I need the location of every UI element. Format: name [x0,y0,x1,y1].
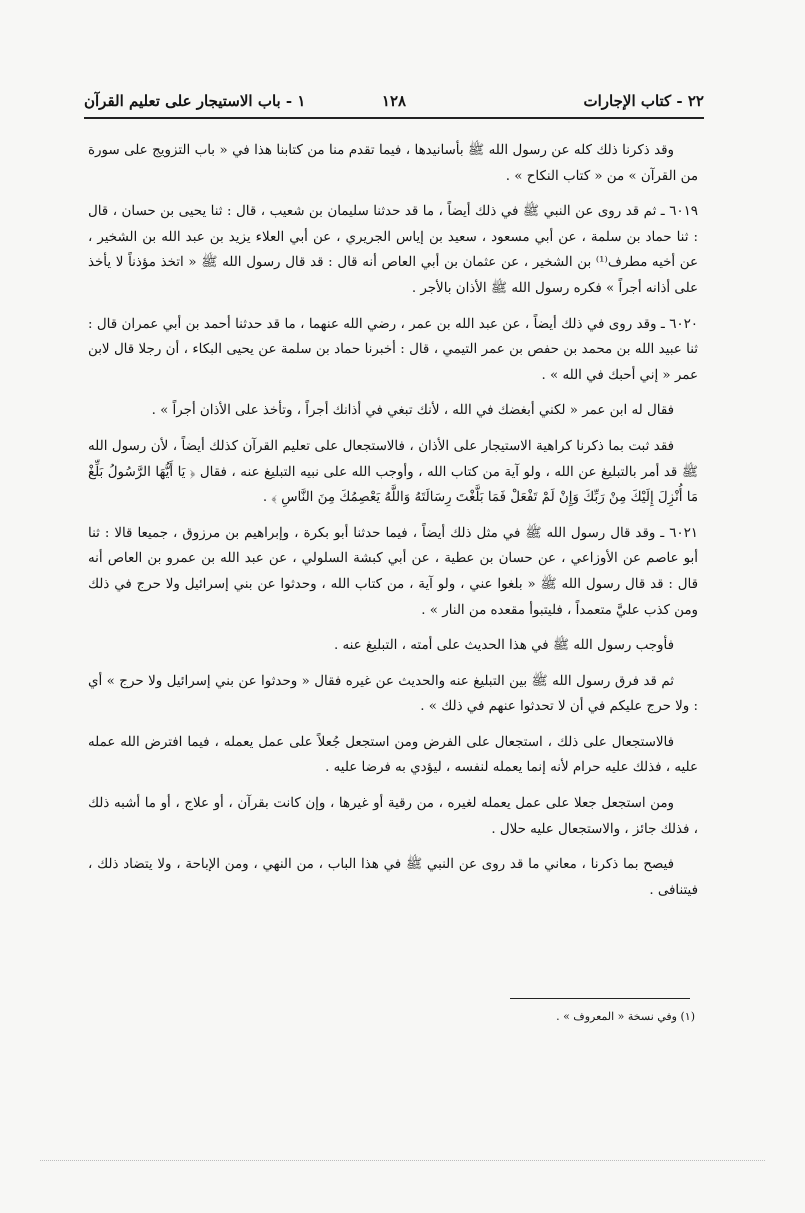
paragraph: ثم قد فرق رسول الله ﷺ بين التبليغ عنه والحديث عن غيره فقال « وحدثوا عن بني إسرائيل ولا حرج » أي : ولا حرج عليكم في أن لا تحدثوا عنهم في ذلك » . [88,673,698,715]
hadith-6020: ٦٠٢٠ ـ وقد روى في ذلك أيضاً ، عن عبد الله بن عمر ، رضي الله عنهما ، ما قد حدثنا أحمد بن أبي عمران قال : ثنا عبيد الله بن محمد بن حفص بن عمر التيمي ، قال : أخبرنا حماد بن سلمة عن يحيى البكاء ، أن رجلا قال لابن عمر « إني أحبك في الله » . [88,316,698,383]
footnote: (١) وفي نسخة « المعروف » . [556,1010,695,1023]
main-text [88,138,698,913]
page-number: ١٢٨ [381,92,407,110]
scan-edge-dots [40,1160,765,1161]
paragraph: وقد ذكرنا ذلك كله عن رسول الله ﷺ بأسانيدها ، فيما تقدم منا من كتابنا هذا في « باب التزويج على سورة من القرآن » من « كتاب النكاح » . [88,143,698,184]
paragraph: ومن استجعل جعلا على عمل يعمله لغيره ، من رقية أو غيرها ، وإن كانت بقرآن ، أو علاج ، أو ما أشبه ذلك ، فذلك جائز ، والاستجعال عليه حلال . [88,796,698,837]
section-title: ١ - باب الاستيجار على تعليم القرآن [84,92,306,110]
paragraph: فقال له ابن عمر « لكني أبغضك في الله ، لأنك تبغي في أذانك أجراً ، وتأخذ على الأذان أجراً » . [151,403,674,419]
header-rule [84,117,704,119]
paragraph: فالاستجعال على ذلك ، استجعال على الفرض ومن استجعل جُعلاً على عمل يعمله ، فيما افترض الله عمله عليه ، فذلك عليه حرام لأنه إنما يعمله لنفسه ، ليؤدي به فرضا عليه . [88,734,698,776]
paragraph: فأوجب رسول الله ﷺ في هذا الحديث على أمته ، التبليغ عنه . [333,638,674,654]
hadith-6019: ٦٠١٩ ـ ثم قد روى عن النبي ﷺ في ذلك أيضاً ، ما قد حدثنا سليمان بن شعيب ، قال : ثنا يحيى بن حسان ، قال : ثنا حماد بن سلمة ، عن أبي مسعود ، سعيد بن إياس الجريري ، عن أبي العلاء يزيد بن عبد الله بن الشخير ، عن أخيه مطرف⁽¹⁾ بن الشخير ، عن عثمان بن أبي العاص أنه قال : قد قال رسول الله ﷺ « اتخذ مؤذناً لا يأخذ على أذانه أجراً » فكره رسول الله ﷺ الأذان بالأجر . [88,204,698,296]
paragraph: فيصح بما ذكرنا ، معاني ما قد روى عن النبي ﷺ في هذا الباب ، من النهي ، ومن الإباحة ، ولا يتضاد ذلك ، فيتنافى . [88,857,698,898]
page-header [84,86,704,116]
hadith-6021: ٦٠٢١ ـ وقد قال رسول الله ﷺ في مثل ذلك أيضاً ، فيما حدثنا أبو بكرة ، وإبراهيم بن مرزوق ، جميعا قالا : ثنا أبو عاصم عن الأوزاعي ، عن حسان بن عطية ، عن أبي كبشة السلولي ، عن عبد الله بن عمرو بن العاص أنه قال : قد قال رسول الله ﷺ « بلغوا عني ، ولو آية ، من كتاب الله ، وحدثوا عن بني إسرائيل ولا حرج في ذلك ومن كذب عليَّ متعمداً ، فليتبوأ مقعده من النار » . [88,525,698,618]
footnote-rule [510,998,690,999]
paragraph: فقد ثبت بما ذكرنا كراهية الاستيجار على الأذان ، فالاستجعال على تعليم القرآن كذلك أيضاً ، لأن رسول الله ﷺ قد أمر بالتبليغ عن الله ، ولو آية من كتاب الله ، وأوجب الله على نبيه التبليغ عنه ، فقال ﴿ يَا أَيُّهَا الرَّسُولُ بَلِّغْ مَا أُنْزِلَ إِلَيْكَ مِنْ رَبِّكَ وَإِنْ لَمْ تَفْعَلْ فَمَا بَلَّغْتَ رِسَالَتَهُ وَاللَّهُ يَعْصِمُكَ مِنَ النَّاسِ ﴾ . [88,438,698,506]
chapter-title: ٢٢ - كتاب الإجارات [583,92,704,110]
